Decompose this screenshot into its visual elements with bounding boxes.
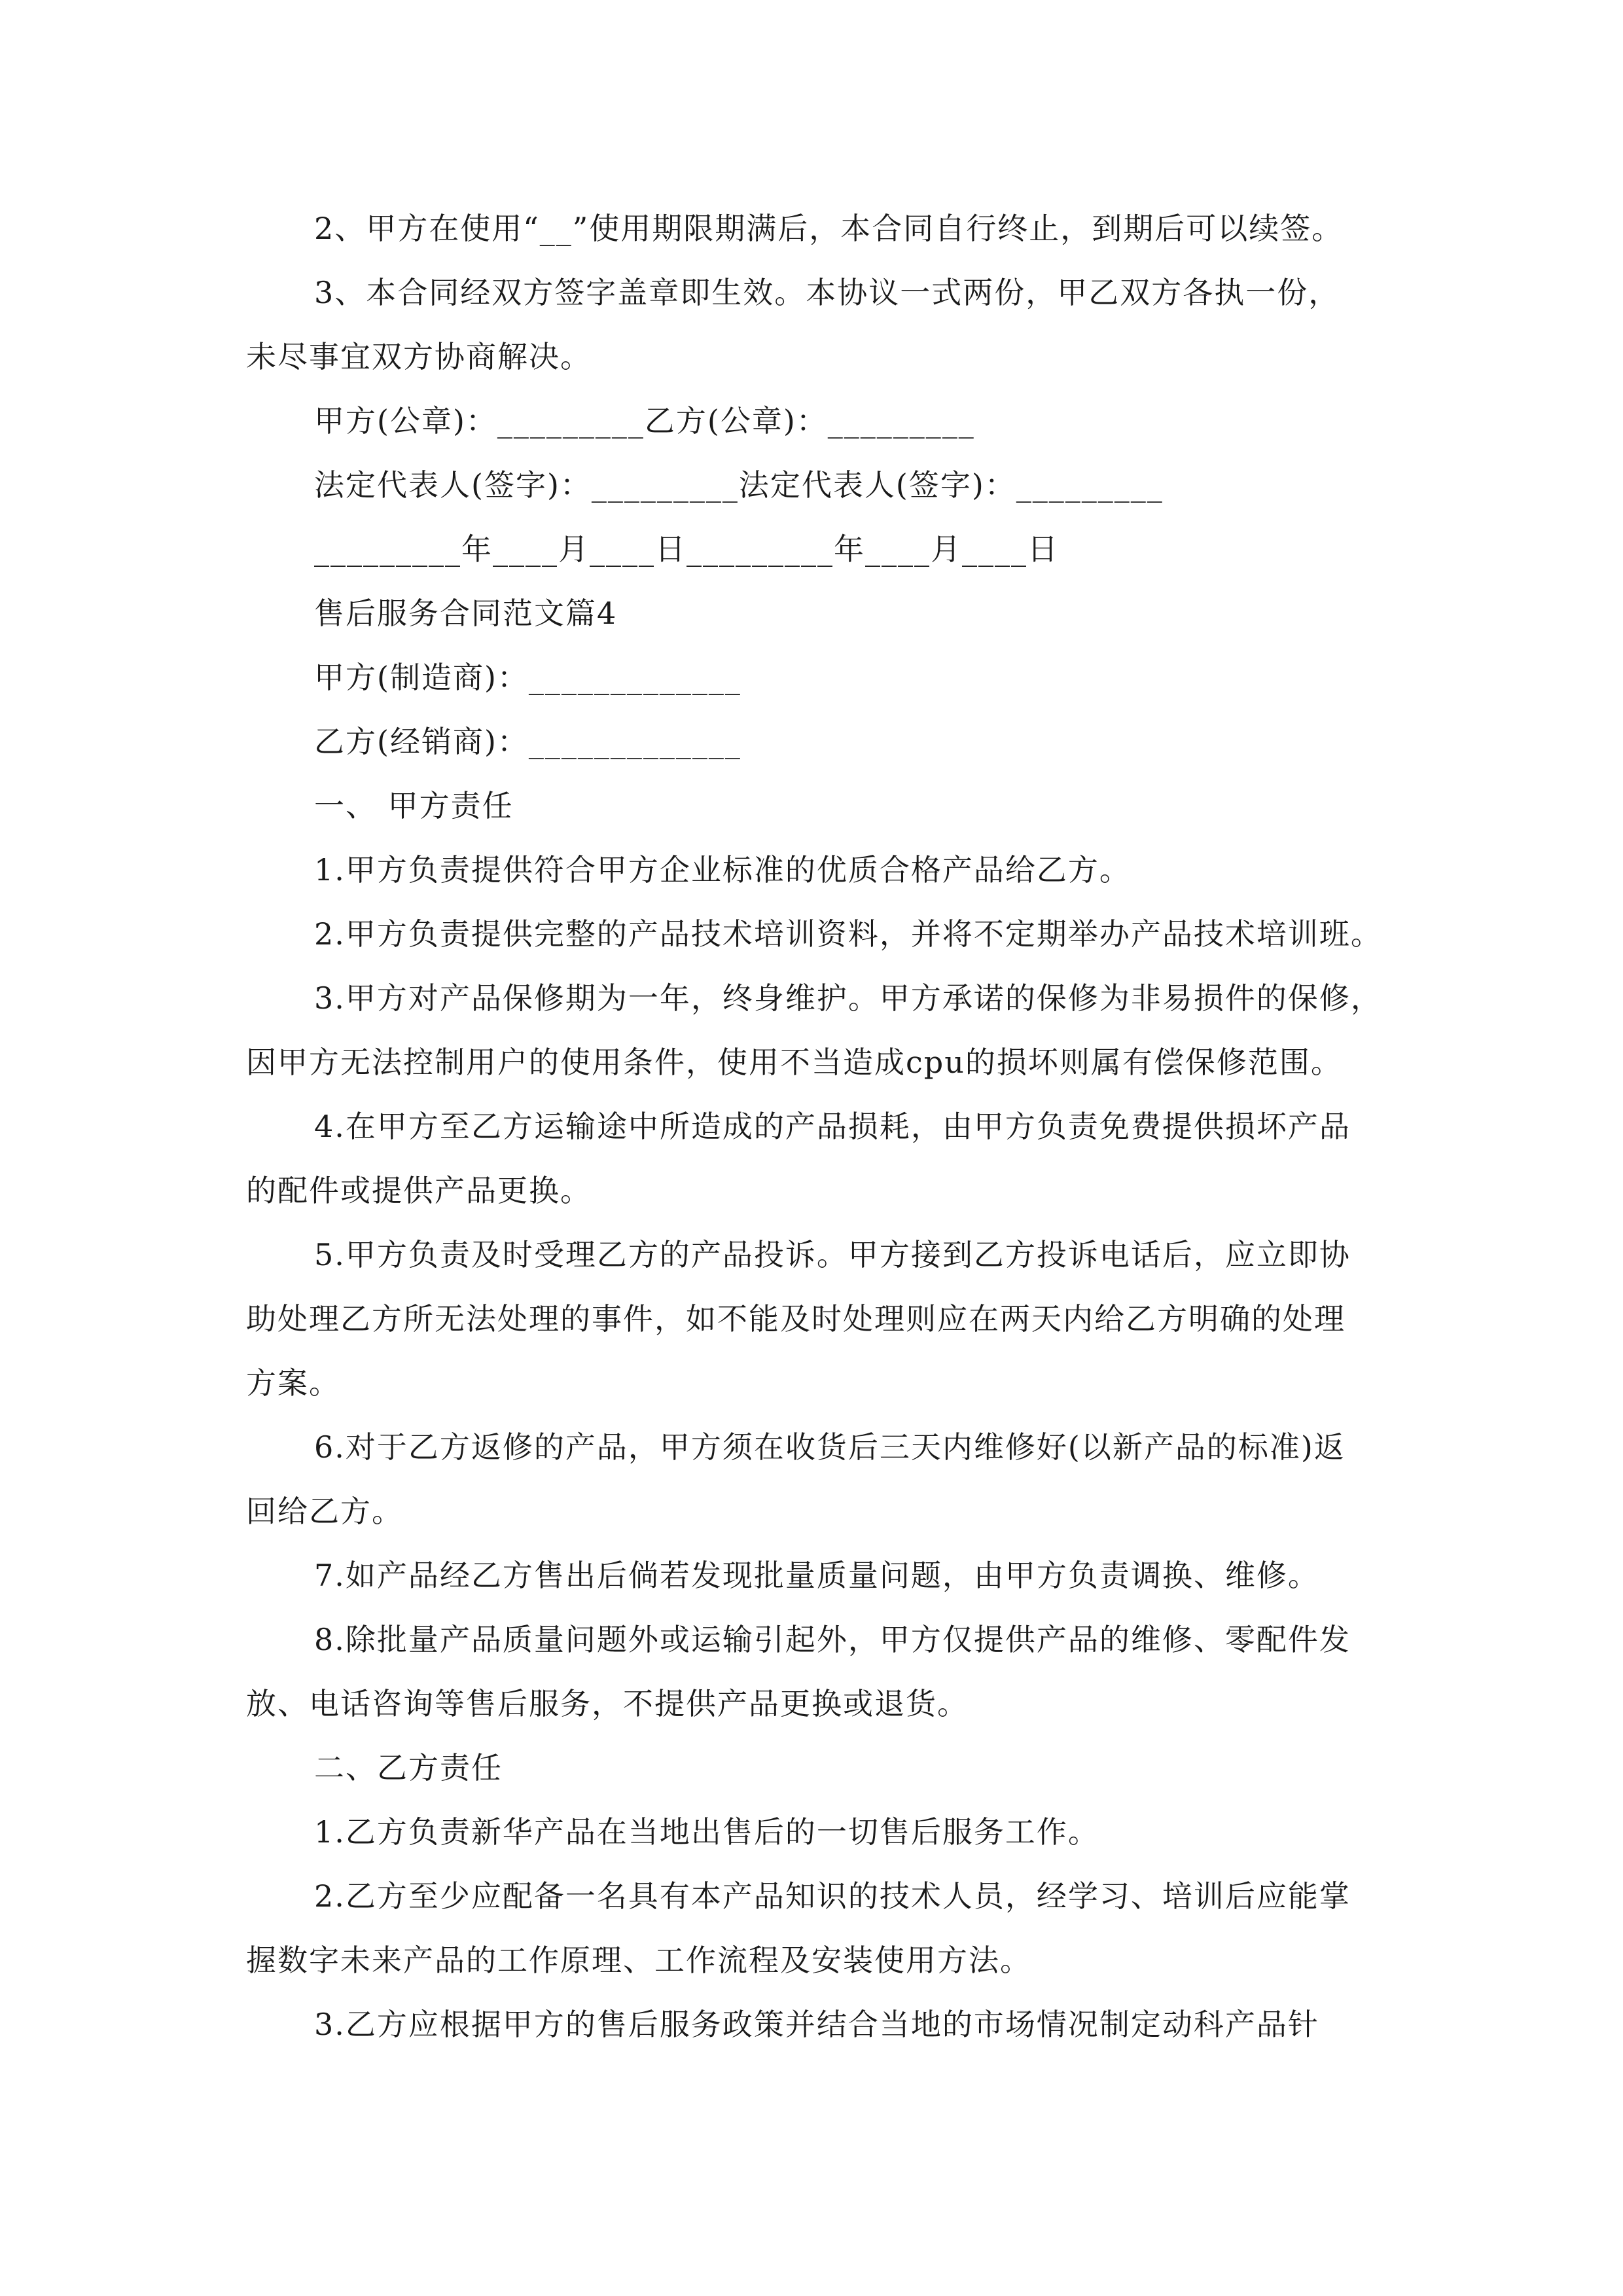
a-duty-8: 8.除批量产品质量问题外或运输引起外，甲方仅提供产品的维修、零配件发	[314, 1622, 1351, 1657]
clause-3-effect: 3、本合同经双方签字盖章即生效。本协议一式两份，甲乙双方各执一份，	[314, 275, 1340, 310]
b-duty-2-continued: 握数字未来产品的工作原理、工作流程及安装使用方法。	[246, 1943, 1031, 1978]
a-duty-4: 4.在甲方至乙方运输途中所造成的产品损耗，由甲方负责免费提供损坏产品	[314, 1109, 1351, 1144]
a-duty-6-continued: 回给乙方。	[246, 1494, 403, 1529]
a-duty-5-end: 方案。	[246, 1365, 340, 1401]
clause-2-expiry: 2、甲方在使用“__”使用期限期满后，本合同自行终止，到期后可以续签。	[314, 211, 1344, 246]
a-duty-7: 7.如产品经乙方售出后倘若发现批量质量问题，由甲方负责调换、维修。	[314, 1558, 1319, 1593]
b-duty-3: 3.乙方应根据甲方的售后服务政策并结合当地的市场情况制定动科产品针	[314, 2007, 1319, 2042]
a-duty-2: 2.甲方负责提供完整的产品技术培训资料，并将不定期举办产品技术培训班。	[314, 916, 1382, 952]
document-page	[246, 196, 1398, 2056]
a-duty-4-continued: 的配件或提供产品更换。	[246, 1173, 592, 1208]
a-duty-8-continued: 放、电话咨询等售后服务，不提供产品更换或退货。	[246, 1686, 969, 1721]
b-duty-2: 2.乙方至少应配备一名具有本产品知识的技术人员，经学习、培训后应能掌	[314, 1878, 1351, 1914]
signature-line: 法定代表人(签字)：_________法定代表人(签字)：_________	[314, 467, 1164, 503]
heading-party-a-duties: 一、 甲方责任	[314, 788, 514, 823]
seal-line: 甲方(公章)：_________乙方(公章)：_________	[314, 403, 975, 439]
heading-party-b-duties: 二、乙方责任	[314, 1750, 503, 1785]
a-duty-5-continued: 助处理乙方所无法处理的事件，如不能及时处理则应在两天内给乙方明确的处理	[246, 1301, 1346, 1336]
party-b-distributor: 乙方(经销商)：_____________	[314, 724, 741, 759]
a-duty-3: 3.甲方对产品保修期为一年，终身维护。甲方承诺的保修为非易损件的保修，	[314, 980, 1382, 1016]
a-duty-3-continued: 因甲方无法控制用户的使用条件，使用不当造成cpu的损坏则属有偿保修范围。	[246, 1045, 1342, 1080]
section-title: 售后服务合同范文篇4	[314, 596, 618, 631]
a-duty-5: 5.甲方负责及时受理乙方的产品投诉。甲方接到乙方投诉电话后，应立即协	[314, 1237, 1351, 1272]
clause-3-continued: 未尽事宜双方协商解决。	[246, 339, 592, 374]
a-duty-6: 6.对于乙方返修的产品，甲方须在收货后三天内维修好(以新产品的标准)返	[314, 1429, 1346, 1465]
party-a-manufacturer: 甲方(制造商)：_____________	[314, 660, 741, 695]
a-duty-1: 1.甲方负责提供符合甲方企业标准的优质合格产品给乙方。	[314, 852, 1131, 888]
date-line: _________年____月____日_________年____月____日	[314, 531, 1059, 567]
b-duty-1: 1.乙方负责新华产品在当地出售后的一切售后服务工作。	[314, 1814, 1099, 1850]
